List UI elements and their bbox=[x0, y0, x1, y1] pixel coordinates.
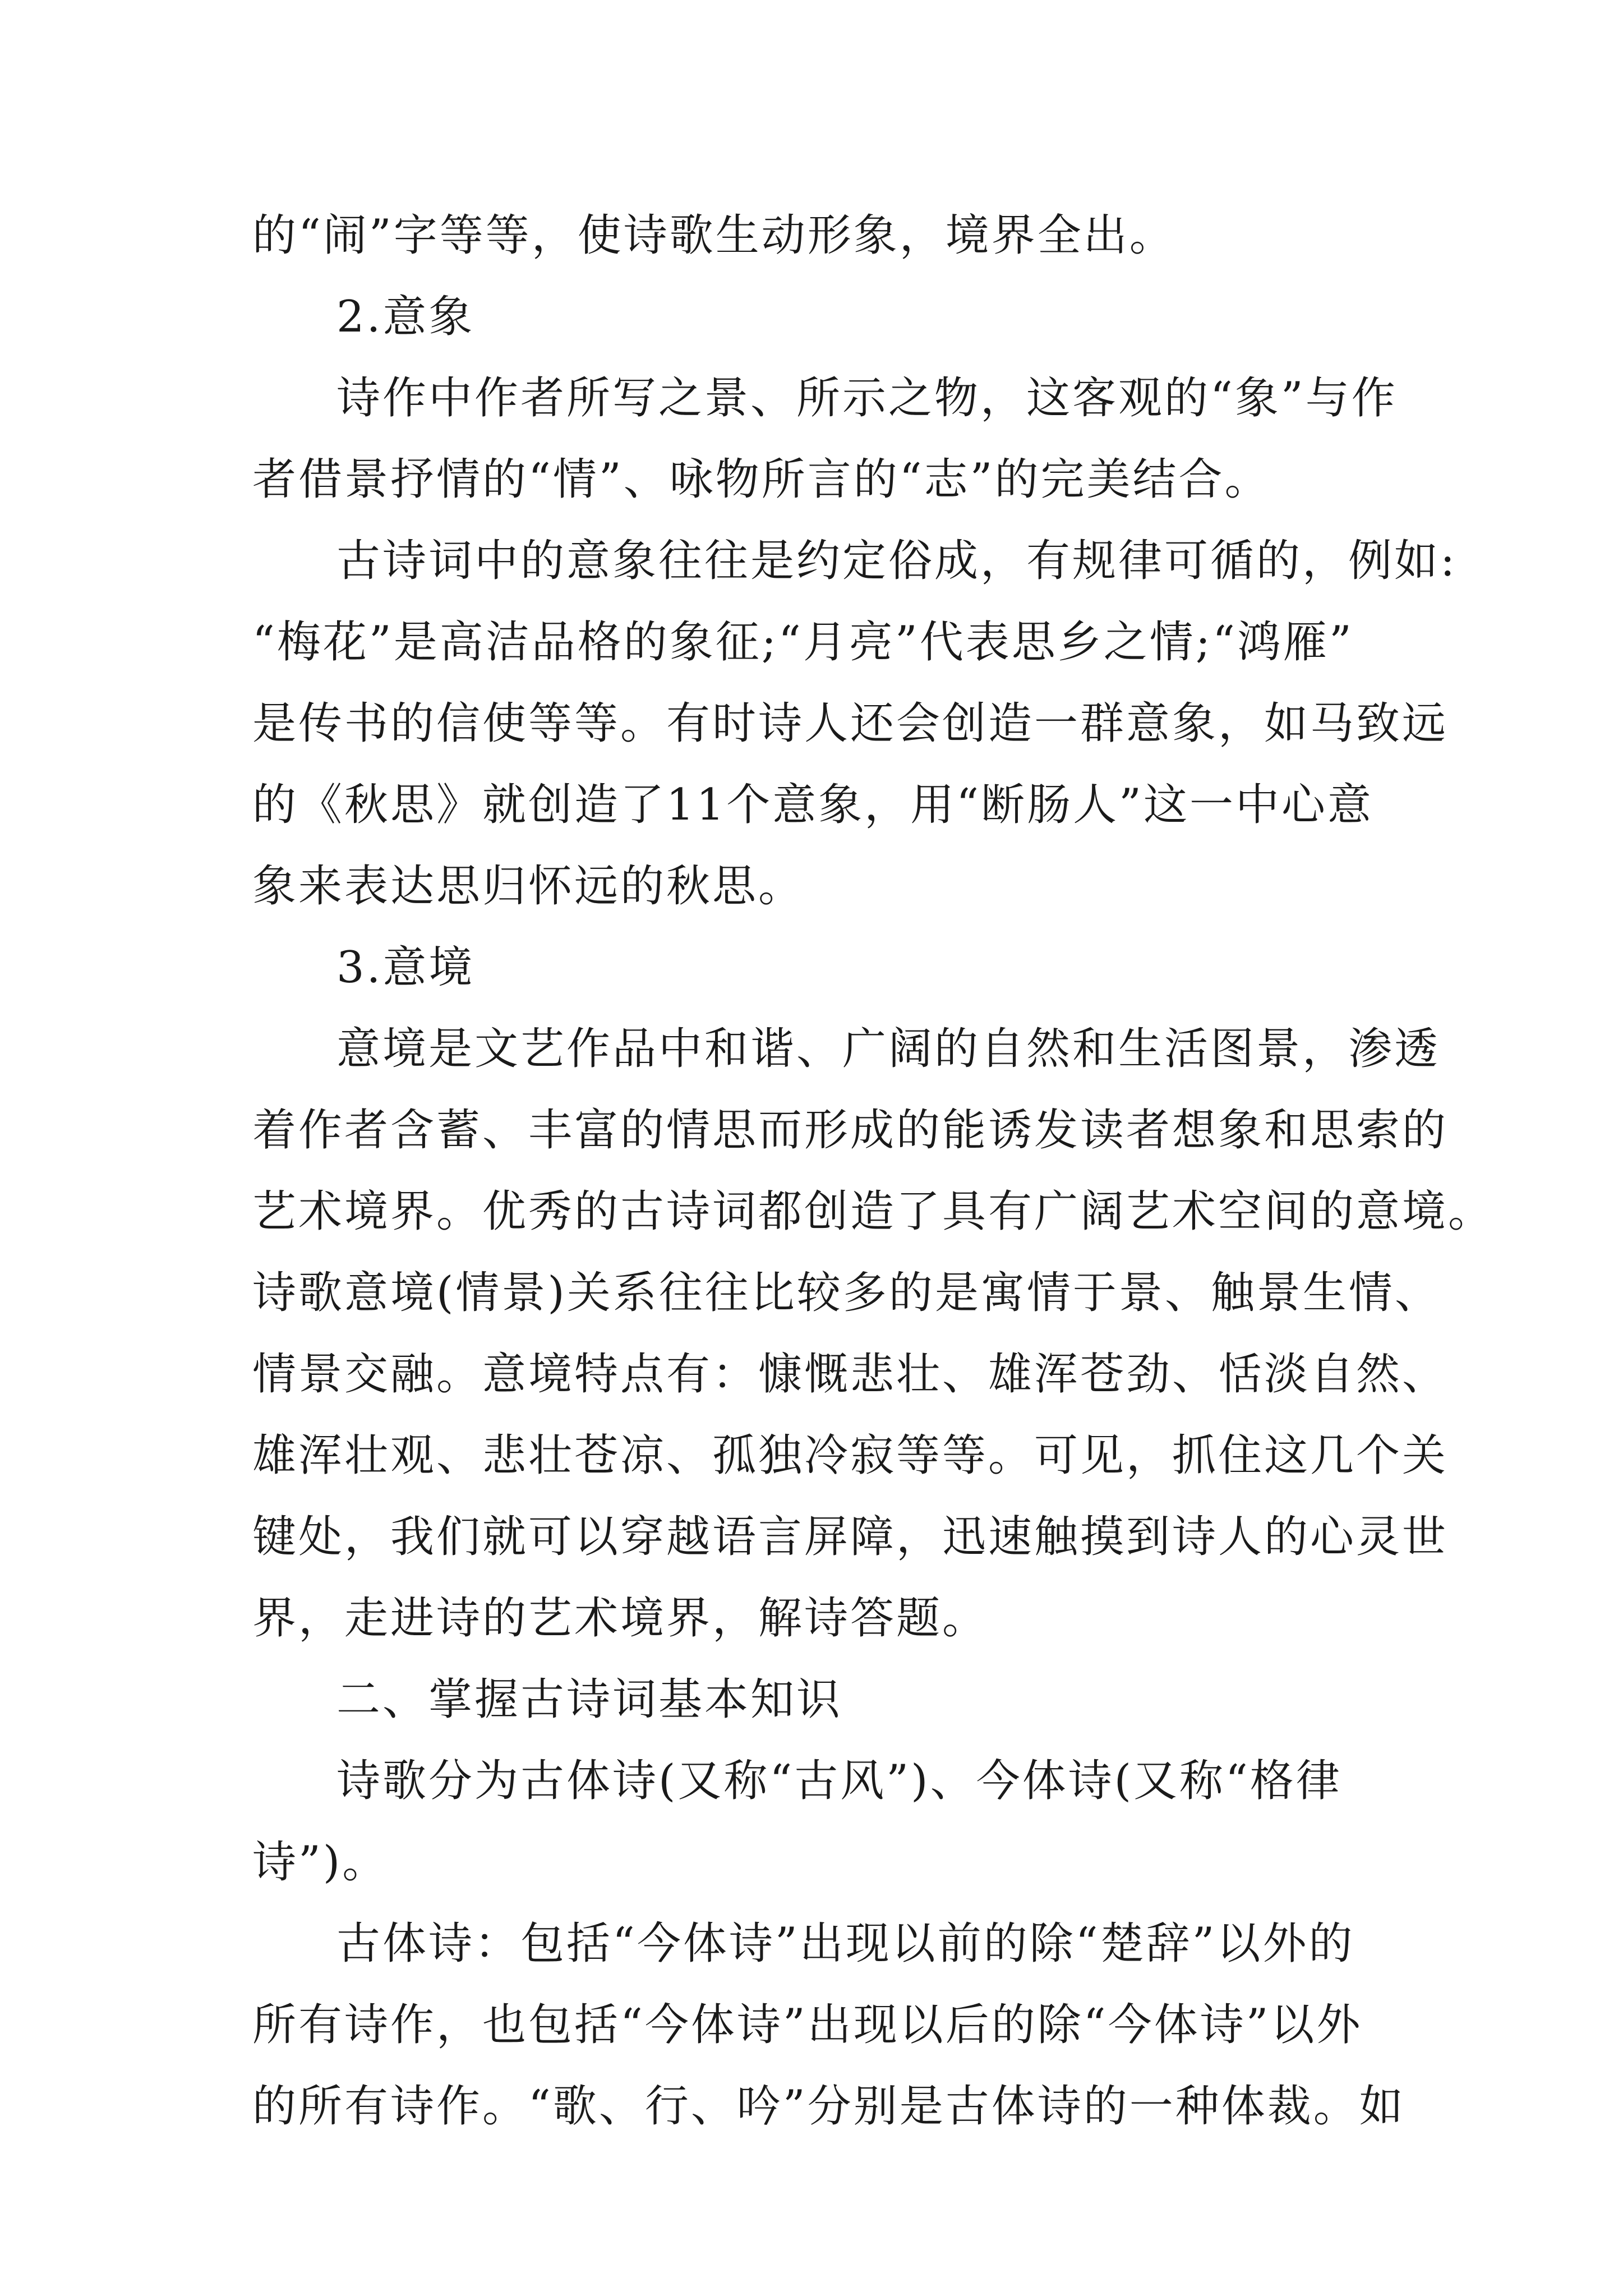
text-line: 诗歌分为古体诗(又称“古风”)、今体诗(又称“格律 bbox=[336, 1756, 1342, 1806]
text-line: 情景交融。意境特点有：慷慨悲壮、雄浑苍劲、恬淡自然、 bbox=[252, 1349, 1449, 1400]
text-line: 古体诗：包括“今体诗”出现以前的除“楚辞”以外的 bbox=[336, 1918, 1355, 1969]
text-line: 诗作中作者所写之景、所示之物，这客观的“象”与作 bbox=[336, 373, 1398, 424]
text-line: 的所有诗作。“歌、行、吟”分别是古体诗的一种体裁。如 bbox=[252, 2081, 1405, 2132]
text-line: 古诗词中的意象往往是约定俗成，有规律可循的，例如: bbox=[336, 536, 1458, 586]
text-line: 雄浑壮观、悲壮苍凉、孤独冷寂等等。可见，抓住这几个关 bbox=[252, 1430, 1449, 1481]
text-line: 象来表达思归怀远的秋思。 bbox=[252, 861, 805, 912]
text-line: 所有诗作，也包括“今体诗”出现以后的除“今体诗”以外 bbox=[252, 2000, 1363, 2050]
text-line: 界，走进诗的艺术境界，解诗答题。 bbox=[252, 1593, 989, 1644]
text-line: 的《秋思》就创造了11个意象，用“断肠人”这一中心意 bbox=[252, 780, 1374, 830]
text-line: 着作者含蓄、丰富的情思而形成的能诱发读者想象和思索的 bbox=[252, 1105, 1449, 1156]
text-line: 艺术境界。优秀的古诗词都创造了具有广阔艺术空间的意境。 bbox=[252, 1186, 1495, 1237]
section-heading-artistic-conception: 3.意境 bbox=[336, 942, 475, 993]
section-heading-imagery: 2.意象 bbox=[336, 292, 475, 342]
text-line: 是传书的信使等等。有时诗人还会创造一群意象，如马致远 bbox=[252, 698, 1449, 749]
text-line: 诗歌意境(情景)关系往往比较多的是寓情于景、触景生情、 bbox=[252, 1268, 1441, 1318]
text-line: 诗”)。 bbox=[252, 1837, 389, 1888]
text-line: “梅花”是高洁品格的象征;“月亮”代表思乡之情;“鸿雁” bbox=[252, 617, 1354, 668]
text-line: 的“闹”字等等，使诗歌生动形象，境界全出。 bbox=[252, 210, 1175, 261]
text-line: 键处，我们就可以穿越语言屏障，迅速触摸到诗人的心灵世 bbox=[252, 1512, 1449, 1562]
text-line: 意境是文艺作品中和谐、广阔的自然和生活图景，渗透 bbox=[336, 1024, 1441, 1074]
section-heading-basic-knowledge: 二、掌握古诗词基本知识 bbox=[336, 1674, 843, 1725]
text-line: 者借景抒情的“情”、咏物所言的“志”的完美结合。 bbox=[252, 454, 1271, 505]
